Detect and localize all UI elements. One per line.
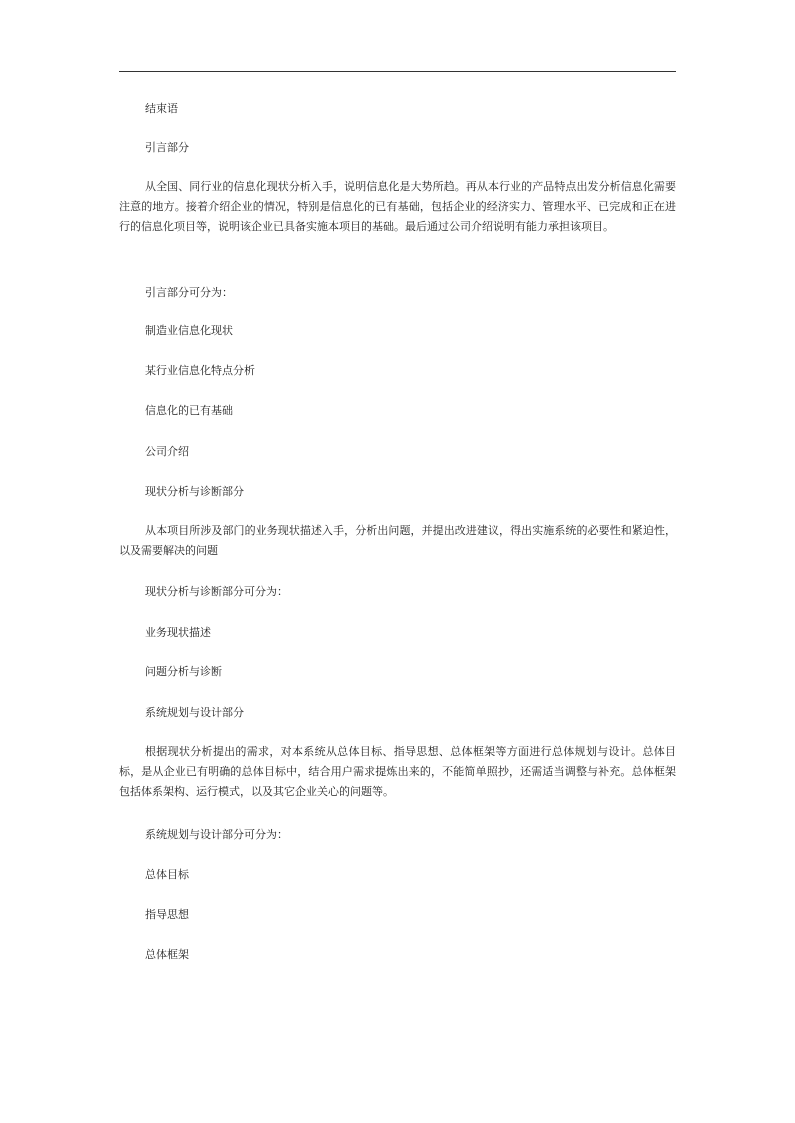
design-sub-heading: 系统规划与设计部分可分为：	[145, 828, 288, 841]
intro-item: 信息化的已有基础	[145, 404, 233, 417]
design-item: 指导思想	[145, 908, 189, 921]
intro-sub-heading: 引言部分可分为：	[145, 286, 233, 299]
design-item: 总体目标	[145, 868, 189, 881]
document-title: 结束语	[145, 102, 178, 115]
analysis-heading: 现状分析与诊断部分	[145, 485, 244, 498]
design-heading: 系统规划与设计部分	[145, 706, 244, 719]
intro-paragraph: 从全国、同行业的信息化现状分析入手，说明信息化是大势所趋。再从本行业的产品特点出发分析信息化需要注意的地方。接着介绍企业的情况，特别是信息化的已有基础，包括企业的经济实力、管理水平、已完成和正在进行的信息化项目等，说明该企业已具备实施本项目的基础。最后通过公司介绍说明有能力承担该项目。	[119, 180, 676, 233]
intro-item: 制造业信息化现状	[145, 324, 233, 337]
intro-heading: 引言部分	[145, 141, 189, 154]
intro-item: 公司介绍	[145, 445, 189, 458]
design-item: 总体框架	[145, 948, 189, 961]
analysis-paragraph: 从本项目所涉及部门的业务现状描述入手，分析出问题，并提出改进建议，得出实施系统的必要性和紧迫性，以及需要解决的问题	[119, 524, 676, 557]
intro-item: 某行业信息化特点分析	[145, 364, 255, 377]
design-paragraph: 根据现状分析提出的需求，对本系统从总体目标、指导思想、总体框架等方面进行总体规划与设计。总体目标，是从企业已有明确的总体目标中，结合用户需求提炼出来的，不能简单照抄，还需适当调整与补充。总体框架包括体系架构、运行模式，以及其它企业关心的问题等。	[119, 745, 676, 798]
analysis-item: 问题分析与诊断	[145, 665, 222, 678]
analysis-sub-heading: 现状分析与诊断部分可分为：	[145, 585, 288, 598]
analysis-item: 业务现状描述	[145, 626, 211, 639]
header-rule	[119, 71, 676, 72]
